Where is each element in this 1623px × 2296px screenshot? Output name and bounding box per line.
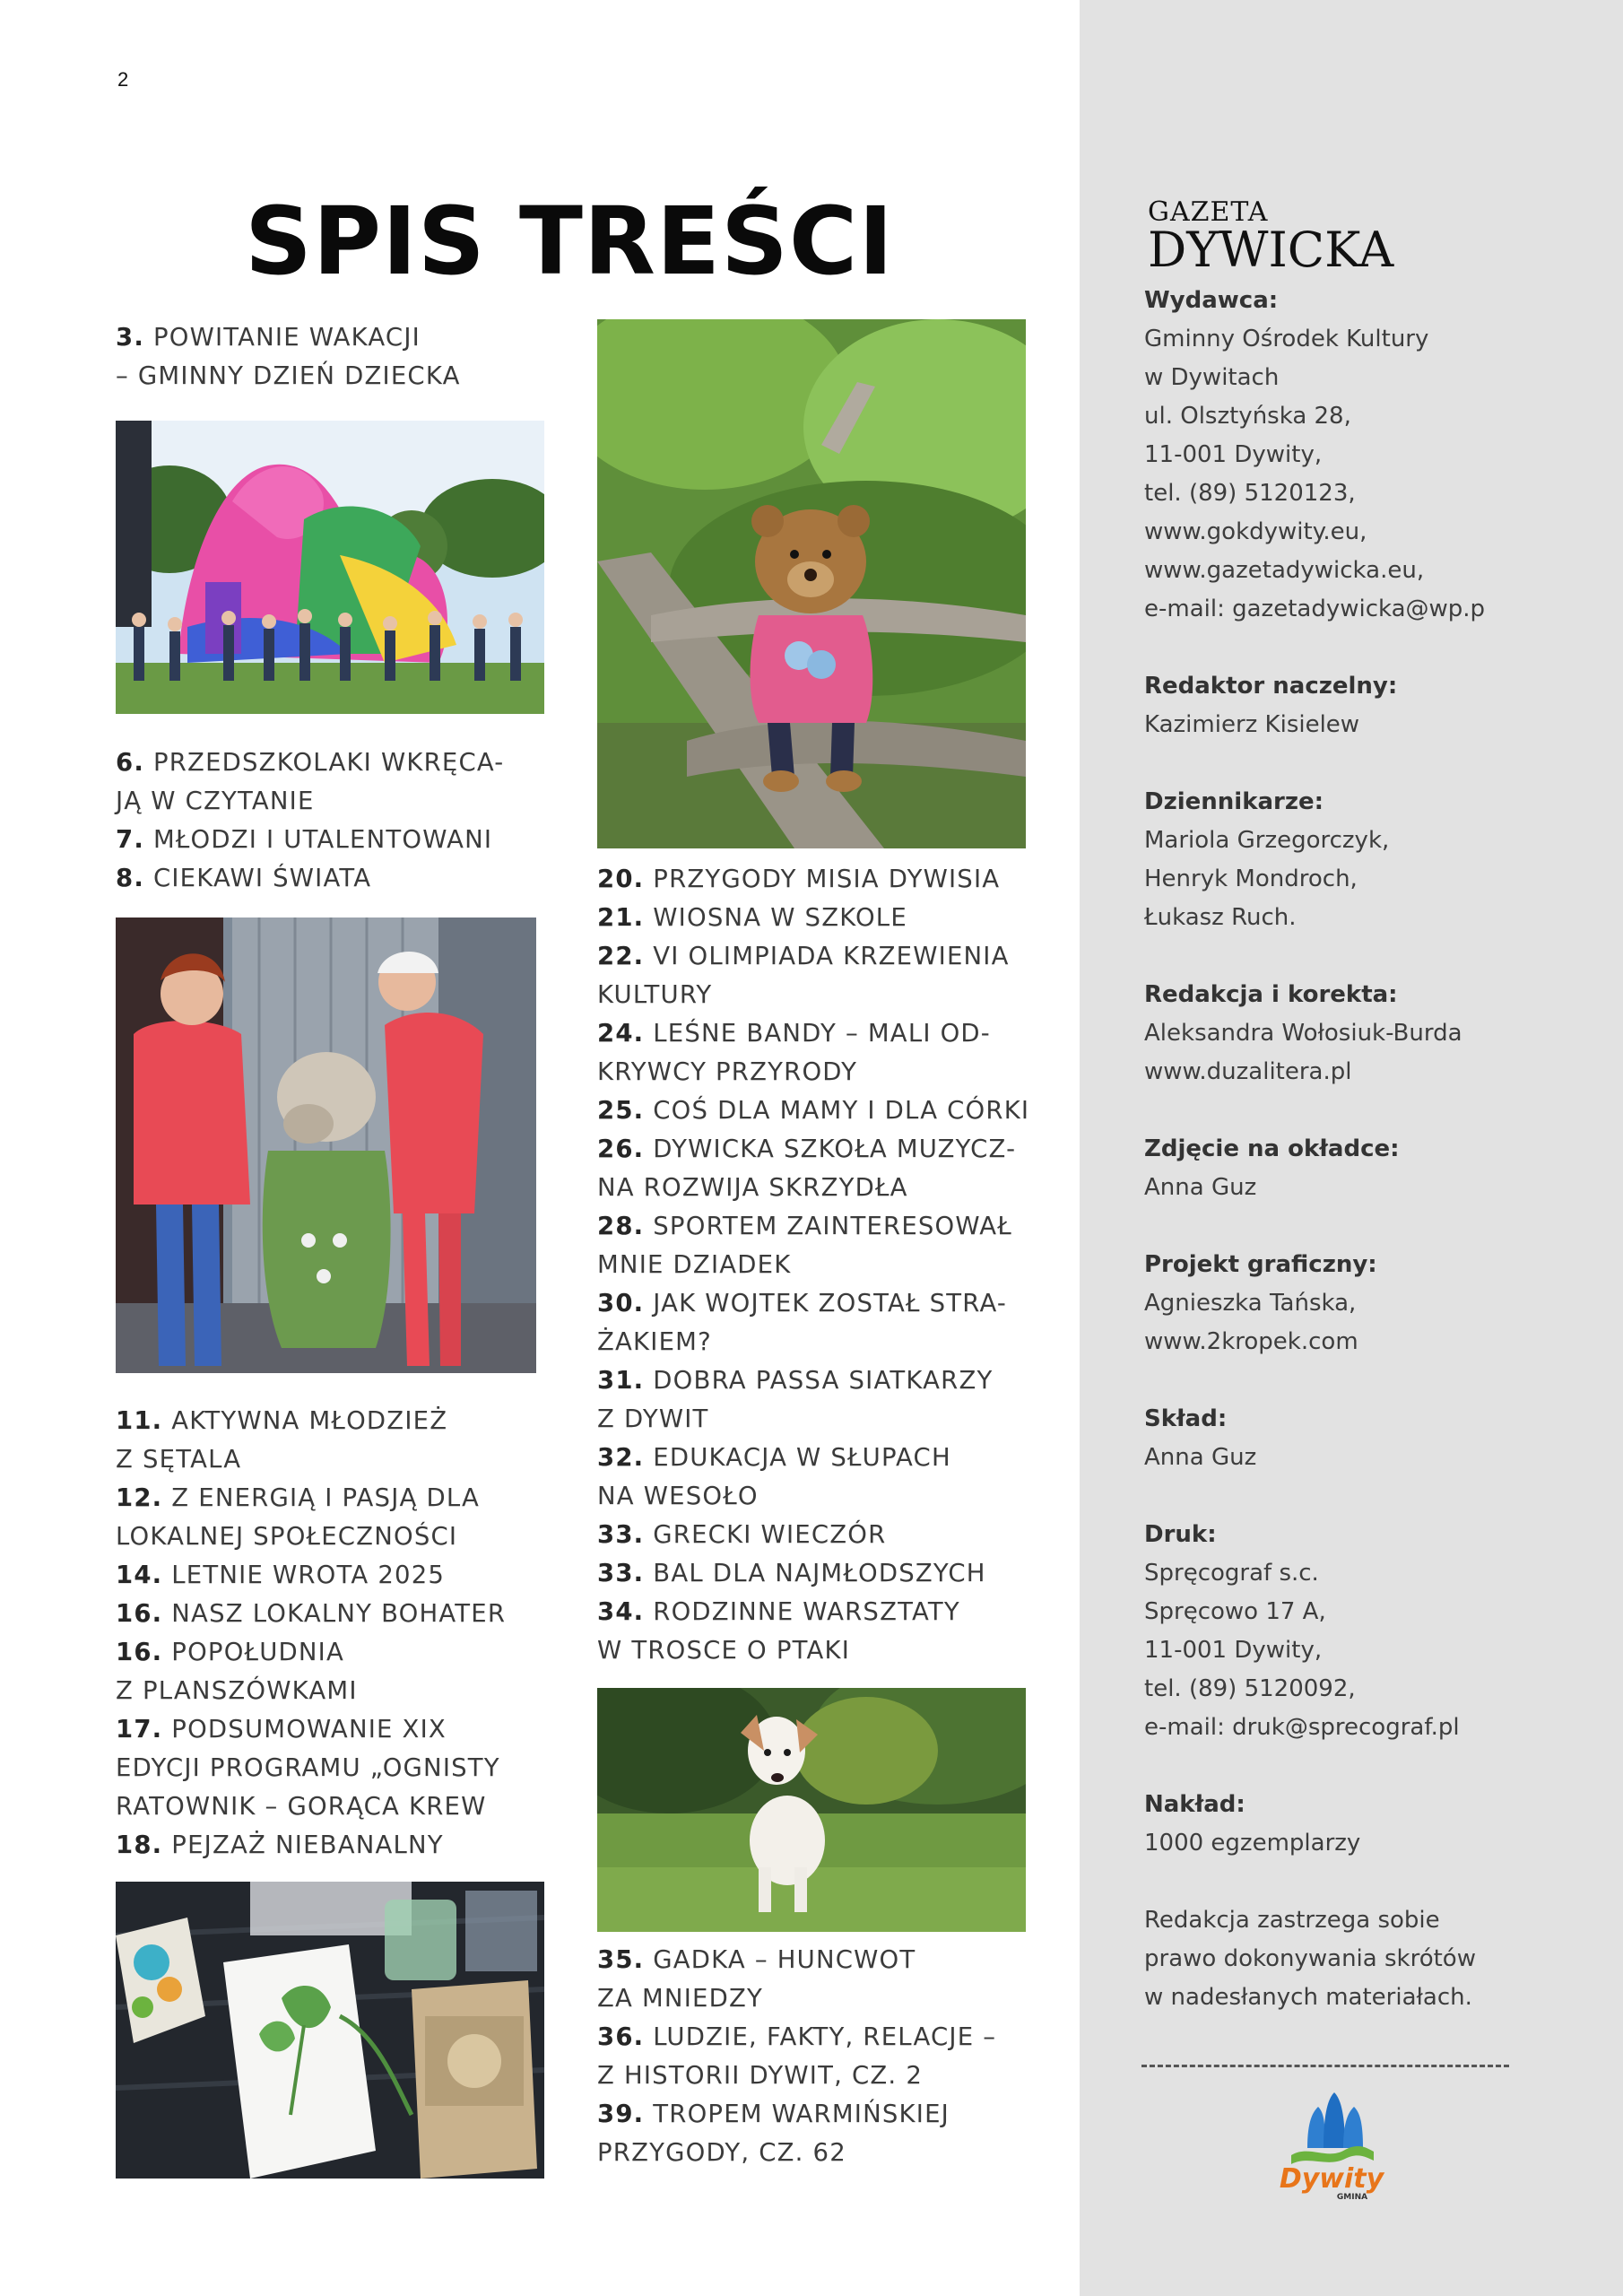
toc-entry-title: DOBRA PASSA SIATKARZY <box>653 1366 994 1395</box>
toc-page-number: 30. <box>597 1289 645 1318</box>
toc-entry-title: AKTYWNA MŁODZIEŻ <box>171 1406 448 1435</box>
toc-entry-title: PRZYGODY, CZ. 62 <box>597 2138 846 2167</box>
imprint-line: www.duzalitera.pl <box>1144 1058 1352 1085</box>
page-number: 2 <box>117 68 129 91</box>
toc-entry <box>597 1439 1029 1477</box>
toc-entry <box>116 859 504 898</box>
toc-entry <box>597 1361 1029 1400</box>
toc-entry-title: RODZINNE WARSZTATY <box>653 1597 960 1626</box>
page-title: SPIS TREŚCI <box>245 187 894 296</box>
toc-page-number: 36. <box>597 2022 645 2051</box>
imprint-line: 11-001 Dywity, <box>1144 441 1323 468</box>
toc-entry-title: POPOŁUDNIA <box>171 1638 344 1666</box>
imprint-label: Zdjęcie na okładce: <box>1144 1135 1400 1162</box>
toc-entry-title: PEJZAŻ NIEBANALNY <box>171 1831 444 1859</box>
toc-page-number: 7. <box>116 825 144 854</box>
toc-entry-title: Z SĘTALA <box>116 1445 242 1474</box>
toc-entry <box>597 1516 1029 1554</box>
toc-entry-title: MNIE DZIADEK <box>597 1250 792 1279</box>
toc-page-number: 12. <box>116 1483 163 1512</box>
editorial-note-line: prawo dokonywania skrótów <box>1144 1945 1476 1972</box>
toc-entry-title: VI OLIMPIADA KRZEWIENIA <box>653 942 1010 970</box>
imprint-section <box>1144 1246 1610 1361</box>
toc-page-number: 18. <box>116 1831 163 1859</box>
toc-entry <box>597 2095 996 2134</box>
imprint-line: www.gazetadywicka.eu, <box>1144 557 1425 584</box>
toc-entry <box>116 357 461 396</box>
imprint-line: tel. (89) 5120092, <box>1144 1675 1356 1702</box>
imprint-line: Kazimierz Kisielew <box>1144 711 1360 738</box>
toc-entry-title: MŁODZI I UTALENTOWANI <box>152 825 493 854</box>
toc-entry <box>597 1631 1029 1670</box>
toc-entry <box>597 1053 1029 1091</box>
toc-block-col1-b <box>116 744 504 898</box>
imprint-line: w Dywitach <box>1144 364 1280 391</box>
imprint-section <box>1144 282 1610 629</box>
toc-entry <box>597 1130 1029 1169</box>
toc-entry <box>116 1440 506 1479</box>
toc-entry-title: – GMINNY DZIEŃ DZIECKA <box>116 361 461 390</box>
masthead-line2: DYWICKA <box>1148 222 1394 278</box>
toc-entry <box>116 1710 506 1749</box>
imprint-label: Druk: <box>1144 1521 1217 1548</box>
toc-page-number: 22. <box>597 942 645 970</box>
toc-entry-title: EDUKACJA W SŁUPACH <box>653 1443 951 1472</box>
toc-page-number: 31. <box>597 1366 645 1395</box>
imprint-line: Agnieszka Tańska, <box>1144 1290 1357 1317</box>
toc-entry-title: NASZ LOKALNY BOHATER <box>171 1599 507 1628</box>
masthead-logo <box>1148 196 1394 278</box>
toc-block-col1-c <box>116 1402 506 1865</box>
toc-entry-title: CIEKAWI ŚWIATA <box>152 864 372 892</box>
toc-entry-title: POWITANIE WAKACJI <box>152 323 421 352</box>
toc-page-number: 28. <box>597 1212 645 1240</box>
imprint-line: Spręcograf s.c. <box>1144 1560 1319 1587</box>
toc-entry <box>597 1323 1029 1361</box>
toc-entry-title: Z DYWIT <box>597 1405 709 1433</box>
imprint-line: www.gokdywity.eu, <box>1144 518 1367 545</box>
imprint-section <box>1144 1130 1610 1207</box>
toc-entry <box>597 1284 1029 1323</box>
toc-entry <box>597 899 1029 937</box>
toc-entry-title: ŻAKIEM? <box>597 1327 712 1356</box>
imprint-line: 11-001 Dywity, <box>1144 1637 1323 1664</box>
dywity-gmina-logo-icon <box>1273 2085 1390 2202</box>
toc-page-number: 33. <box>597 1559 645 1587</box>
imprint-section <box>1144 667 1610 744</box>
toc-entry <box>116 1479 506 1518</box>
toc-entry <box>116 1672 506 1710</box>
toc-entry-title: PODSUMOWANIE XIX <box>171 1715 447 1744</box>
toc-entry <box>597 976 1029 1014</box>
toc-entry-title: BAL DLA NAJMŁODSZYCH <box>653 1559 986 1587</box>
toc-page-number: 8. <box>116 864 144 892</box>
toc-entry <box>597 2018 996 2057</box>
toc-entry <box>116 1518 506 1556</box>
imprint-section <box>1144 783 1610 937</box>
toc-entry-title: WIOSNA W SZKOLE <box>653 903 907 932</box>
toc-entry-title: PRZEDSZKOLAKI WKRĘCA- <box>152 748 505 777</box>
toc-entry-title: JĄ W CZYTANIE <box>116 787 315 815</box>
toc-entry <box>597 1477 1029 1516</box>
toc-entry <box>597 1400 1029 1439</box>
toc-entry <box>116 1826 506 1865</box>
imprint-label: Projekt graficzny: <box>1144 1251 1377 1278</box>
toc-entry-title: Z HISTORII DYWIT, CZ. 2 <box>597 2061 924 2090</box>
imprint-section <box>1144 1786 1610 1863</box>
imprint-line: e-mail: gazetadywicka@wp.p <box>1144 596 1486 622</box>
imprint-line: Aleksandra Wołosiuk-Burda <box>1144 1020 1462 1047</box>
imprint-line: ul. Olsztyńska 28, <box>1144 403 1351 430</box>
toc-page-number: 39. <box>597 2100 645 2128</box>
imprint-credits <box>1144 282 1610 2017</box>
toc-entry-title: TROPEM WARMIŃSKIEJ <box>653 2100 950 2128</box>
toc-entry <box>597 1169 1029 1207</box>
toc-page-number: 16. <box>116 1638 163 1666</box>
toc-page-number: 34. <box>597 1597 645 1626</box>
photo-painting-workshop <box>116 1882 544 2179</box>
imprint-label: Redakcja i korekta: <box>1144 981 1398 1008</box>
toc-entry-title: GADKA – HUNCWOT <box>653 1945 916 1974</box>
toc-page-number: 14. <box>116 1561 163 1589</box>
toc-entry-title: GRECKI WIECZÓR <box>653 1520 887 1549</box>
toc-entry-title: SPORTEM ZAINTERESOWAŁ <box>653 1212 1012 1240</box>
toc-page-number: 16. <box>116 1599 163 1628</box>
toc-entry-title: W TROSCE O PTAKI <box>597 1636 851 1665</box>
toc-entry <box>116 1749 506 1787</box>
imprint-section <box>1144 976 1610 1091</box>
toc-entry-title: Z ENERGIĄ I PASJĄ DLA <box>171 1483 481 1512</box>
toc-entry <box>116 1633 506 1672</box>
toc-entry-title: LETNIE WROTA 2025 <box>171 1561 446 1589</box>
toc-entry <box>597 860 1029 899</box>
imprint-line: Anna Guz <box>1144 1444 1257 1471</box>
photo-women-with-troll-statue <box>116 918 536 1373</box>
toc-page-number: 26. <box>597 1135 645 1163</box>
editorial-note <box>1144 1901 1610 2017</box>
toc-entry-title: KULTURY <box>597 980 713 1009</box>
logo-text: Dywity <box>1279 2163 1384 2195</box>
toc-block-col2-a <box>597 860 1029 1670</box>
toc-entry <box>116 1556 506 1595</box>
toc-page-number: 21. <box>597 903 645 932</box>
toc-page-number: 6. <box>116 748 144 777</box>
toc-page-number: 24. <box>597 1019 645 1048</box>
imprint-label: Wydawca: <box>1144 287 1279 314</box>
toc-entry-title: Z PLANSZÓWKAMI <box>116 1676 358 1705</box>
toc-entry-title: COŚ DLA MAMY I DLA CÓRKI <box>653 1096 1030 1125</box>
toc-entry-title: ZA MNIEDZY <box>597 1984 763 2013</box>
imprint-line: Gminny Ośrodek Kultury <box>1144 326 1429 352</box>
toc-block-col1-a <box>116 318 461 396</box>
dashed-divider <box>1141 2065 1509 2067</box>
toc-entry-title: EDYCJI PROGRAMU „OGNISTY <box>116 1753 500 1782</box>
toc-entry-title: LOKALNEJ SPOŁECZNOŚCI <box>116 1522 458 1551</box>
toc-page-number: 11. <box>116 1406 163 1435</box>
toc-page-number: 33. <box>597 1520 645 1549</box>
toc-entry <box>116 744 504 782</box>
toc-entry <box>116 1402 506 1440</box>
toc-entry <box>116 1787 506 1826</box>
toc-entry <box>597 1979 996 2018</box>
toc-entry <box>597 1554 1029 1593</box>
toc-entry-title: RATOWNIK – GORĄCA KREW <box>116 1792 487 1821</box>
toc-page-number: 17. <box>116 1715 163 1744</box>
toc-entry <box>597 1091 1029 1130</box>
photo-teddy-bear-on-logs <box>597 319 1026 848</box>
toc-page-number: 35. <box>597 1945 645 1974</box>
toc-entry-title: JAK WOJTEK ZOSTAŁ STRA- <box>653 1289 1007 1318</box>
imprint-label: Dziennikarze: <box>1144 788 1324 815</box>
toc-entry <box>116 782 504 821</box>
imprint-line: Łukasz Ruch. <box>1144 904 1297 931</box>
toc-entry <box>597 1246 1029 1284</box>
imprint-label: Nakład: <box>1144 1791 1245 1818</box>
toc-entry <box>597 1593 1029 1631</box>
toc-entry <box>597 1207 1029 1246</box>
photo-childrens-day-bouncy-castle <box>116 421 544 714</box>
toc-entry <box>116 1595 506 1633</box>
imprint-line: Henryk Mondroch, <box>1144 865 1358 892</box>
toc-entry-title: LUDZIE, FAKTY, RELACJE – <box>653 2022 997 2051</box>
toc-entry <box>116 821 504 859</box>
editorial-note-line: Redakcja zastrzega sobie <box>1144 1907 1440 1934</box>
toc-entry-title: KRYWCY PRZYRODY <box>597 1057 858 1086</box>
imprint-line: 1000 egzemplarzy <box>1144 1830 1361 1857</box>
toc-block-col2-b <box>597 1941 996 2172</box>
photo-dog-on-grass <box>597 1688 1026 1932</box>
toc-entry <box>597 1014 1029 1053</box>
imprint-label: Redaktor naczelny: <box>1144 673 1398 700</box>
toc-entry <box>597 2134 996 2172</box>
toc-entry <box>597 2057 996 2095</box>
toc-entry-title: PRZYGODY MISIA DYWISIA <box>653 865 1001 893</box>
imprint-line: Anna Guz <box>1144 1174 1257 1201</box>
toc-page-number: 20. <box>597 865 645 893</box>
editorial-note-line: w nadesłanych materiałach. <box>1144 1984 1472 2011</box>
imprint-line: e-mail: druk@sprecograf.pl <box>1144 1714 1460 1741</box>
logo-subtext: GMINA <box>1336 2193 1368 2202</box>
toc-page-number: 32. <box>597 1443 645 1472</box>
toc-page-number: 3. <box>116 323 144 352</box>
toc-entry <box>597 937 1029 976</box>
imprint-section <box>1144 1516 1610 1747</box>
toc-entry <box>597 1941 996 1979</box>
toc-entry-title: DYWICKA SZKOŁA MUZYCZ- <box>653 1135 1017 1163</box>
imprint-line: Spręcowo 17 A, <box>1144 1598 1326 1625</box>
imprint-line: www.2kropek.com <box>1144 1328 1358 1355</box>
toc-entry-title: NA ROZWIJA SKRZYDŁA <box>597 1173 908 1202</box>
toc-entry-title: LEŚNE BANDY – MALI OD- <box>653 1019 991 1048</box>
imprint-line: Mariola Grzegorczyk, <box>1144 827 1390 854</box>
toc-entry <box>116 318 461 357</box>
imprint-label: Skład: <box>1144 1405 1228 1432</box>
imprint-section <box>1144 1400 1610 1477</box>
toc-entry-title: NA WESOŁO <box>597 1482 759 1510</box>
masthead-line1: GAZETA <box>1148 196 1269 228</box>
imprint-line: tel. (89) 5120123, <box>1144 480 1356 507</box>
toc-page-number: 25. <box>597 1096 645 1125</box>
